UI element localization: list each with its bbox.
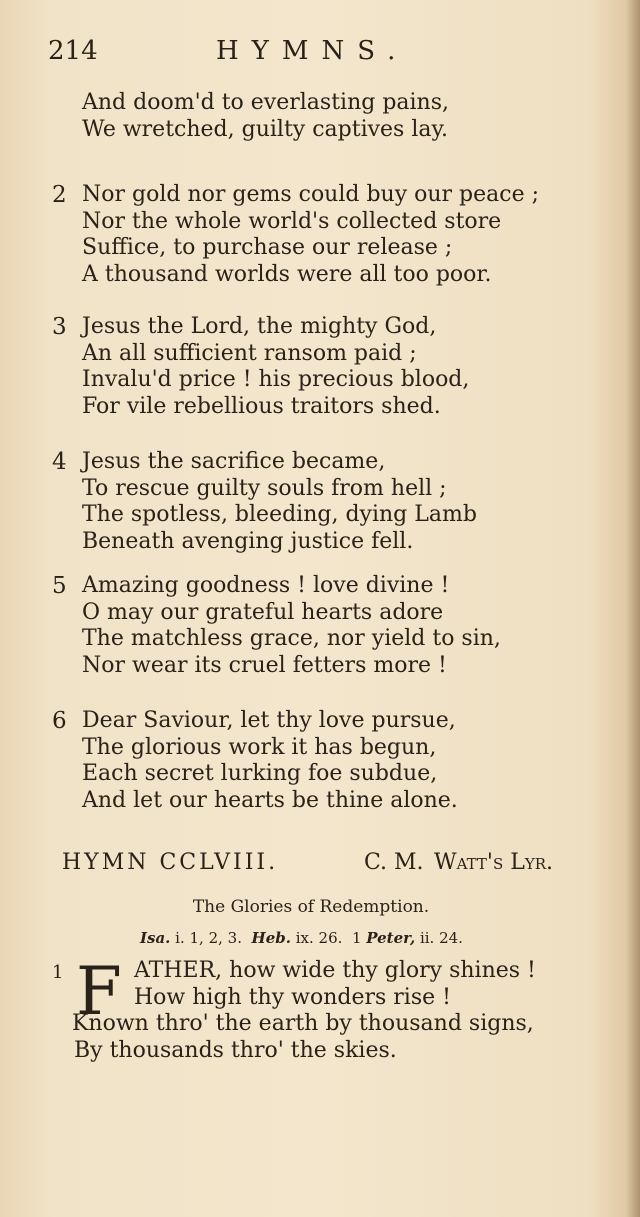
- verse-line: Nor the whole world's collected store: [82, 208, 502, 234]
- hymn-author: Watt's Lyr.: [434, 850, 554, 875]
- verse-line: How high thy wonders rise !: [134, 984, 451, 1010]
- verse-line: Invalu'd price ! his precious blood,: [82, 367, 470, 392]
- ref-book: Heb.: [251, 929, 291, 947]
- stanza-2: [52, 182, 612, 288]
- stanza-5: [52, 573, 612, 679]
- verse-line: We wretched, guilty captives lay.: [82, 116, 448, 142]
- verse-line: The spotless, bleeding, dying Lamb: [82, 502, 477, 527]
- verse-line: The glorious work it has begun,: [82, 734, 437, 760]
- verse-line: Nor gold nor gems could buy our peace ;: [82, 182, 540, 207]
- verse-line: Beneath avenging justice fell.: [82, 528, 414, 554]
- verse-line: And doom'd to everlasting pains,: [82, 90, 450, 115]
- stanza-4: [52, 449, 612, 555]
- page-header: [48, 36, 608, 76]
- stanza-number: 4: [52, 449, 67, 475]
- stanza-number: 5: [52, 573, 67, 599]
- verse-line: ATHER, how wide thy glory shines !: [134, 958, 536, 983]
- stanza-number: 6: [52, 708, 67, 734]
- verse-line: Known thro' the earth by thousand signs,: [72, 1011, 534, 1036]
- drop-cap: F: [76, 953, 122, 1030]
- ref-chapter: ii. 24.: [415, 929, 463, 947]
- ref-chapter: i. 1, 2, 3.: [170, 929, 242, 947]
- stanza-3: [52, 314, 612, 420]
- ref-book: Isa.: [140, 929, 171, 947]
- stanza-6: [52, 708, 612, 814]
- verse-line: Suffice, to purchase our release ;: [82, 235, 453, 260]
- verse-line: For vile rebellious traitors shed.: [82, 393, 441, 419]
- verse-line: And let our hearts be thine alone.: [82, 787, 458, 813]
- hymn-number: HYMN CCLVIII.: [62, 850, 279, 875]
- page-edge-shadow: [626, 0, 640, 1217]
- verse-line: A thousand worlds were all too poor.: [82, 261, 492, 287]
- hymn-meter: C. M.: [364, 850, 424, 875]
- stanza-1-continued: [52, 90, 612, 143]
- ref-chapter: ix. 26.: [290, 929, 343, 947]
- page-number: 214: [48, 36, 98, 66]
- ref-book: Peter,: [366, 929, 416, 947]
- verse-line: By thousands thro' the skies.: [74, 1037, 397, 1063]
- stanza-number: 2: [52, 182, 67, 208]
- verse-line: Nor wear its cruel fetters more !: [82, 652, 447, 678]
- verse-line: Jesus the sacrifice became,: [82, 449, 386, 474]
- stanza-number: 3: [52, 314, 67, 340]
- hymn-heading: [62, 850, 602, 882]
- verse-line: To rescue guilty souls from hell ;: [82, 475, 447, 501]
- verse-line: The matchless grace, nor yield to sin,: [82, 626, 501, 651]
- scripture-references: [140, 929, 463, 947]
- hymn-subtitle: The Glories of Redemption.: [192, 897, 430, 917]
- verse-line: O may our grateful hearts adore: [82, 599, 444, 625]
- verse-line: Dear Saviour, let thy love pursue,: [82, 708, 456, 733]
- verse-line: Amazing goodness ! love divine !: [82, 573, 450, 598]
- verse-line: Jesus the Lord, the mighty God,: [82, 314, 437, 339]
- ref-prefix: 1: [351, 929, 367, 947]
- verse-line: An all sufficient ransom paid ;: [82, 340, 417, 366]
- verse-line: Each secret lurking foe subdue,: [82, 761, 438, 786]
- running-head: HYMNS.: [216, 36, 409, 66]
- new-hymn-stanza-1: [52, 953, 612, 1064]
- stanza-number: 1: [52, 962, 64, 983]
